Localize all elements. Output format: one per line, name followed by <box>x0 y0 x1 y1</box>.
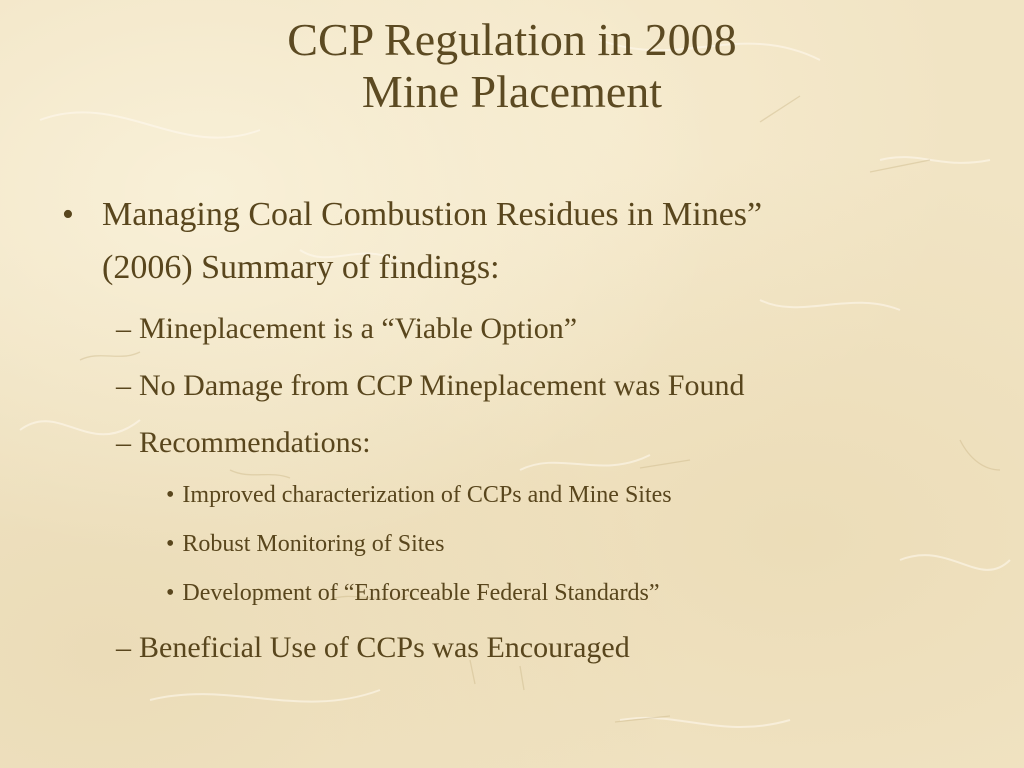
sub-bullet-text: No Damage from CCP Mineplacement was Found <box>139 369 745 402</box>
title-line-2: Mine Placement <box>361 66 663 117</box>
sub-bullet-recommendations <box>116 425 371 461</box>
title-line-1: CCP Regulation in 2008 <box>287 14 737 65</box>
slide-title <box>0 14 1024 118</box>
dash-marker: – <box>116 312 131 345</box>
sub-bullet-no-damage <box>116 368 744 404</box>
sub-bullet-text: Beneficial Use of CCPs was Encouraged <box>139 631 630 664</box>
dash-marker: – <box>116 369 131 402</box>
dot-marker: • <box>166 482 175 508</box>
sub-bullet-viable-option <box>116 311 577 347</box>
subsub-bullet-standards <box>166 578 660 608</box>
sub-bullet-text: Mineplacement is a “Viable Option” <box>139 312 578 345</box>
subsub-bullet-text: Improved characterization of CCPs and Mine Sites <box>182 482 672 508</box>
dot-marker: • <box>166 580 175 606</box>
subsub-bullet-text: Robust Monitoring of Sites <box>182 531 445 557</box>
bullet-text-line-1: Managing Coal Combustion Residues in Mines” <box>102 196 763 233</box>
sub-bullet-beneficial-use <box>116 630 630 666</box>
bullet-marker: • <box>62 196 74 233</box>
dot-marker: • <box>166 531 175 557</box>
subsub-bullet-monitoring <box>166 529 444 559</box>
dash-marker: – <box>116 631 131 664</box>
dash-marker: – <box>116 426 131 459</box>
sub-bullet-text: Recommendations: <box>139 426 371 459</box>
subsub-bullet-text: Development of “Enforceable Federal Standards” <box>182 580 660 606</box>
bullet-managing-coal <box>62 188 962 298</box>
subsub-bullet-characterization <box>166 480 672 510</box>
bullet-text-line-2: (2006) Summary of findings: <box>102 249 500 286</box>
